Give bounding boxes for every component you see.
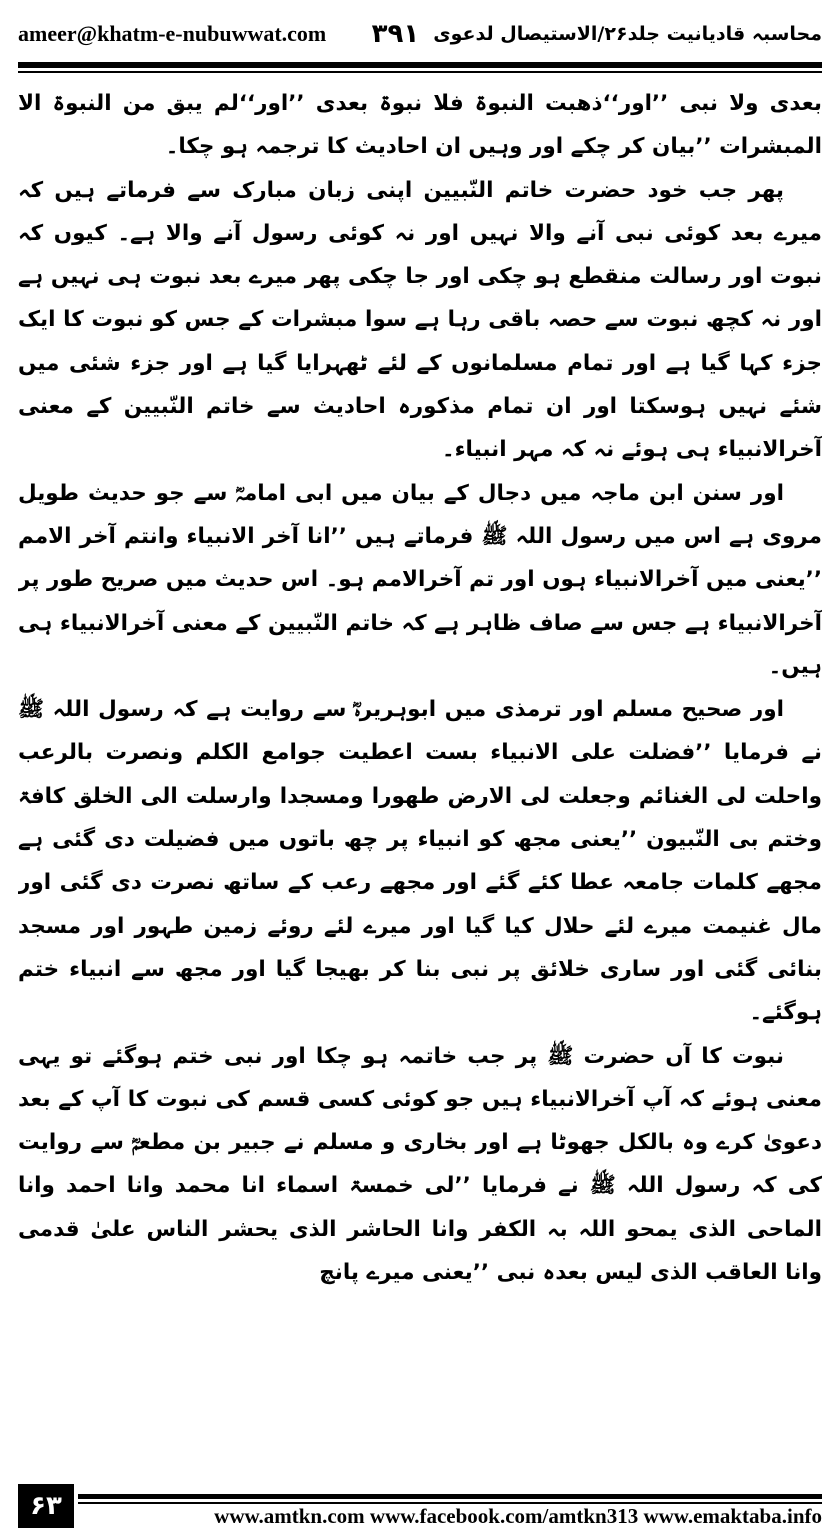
paragraph-2: پھر جب خود حضرت خاتم النّبیین اپنی زبان مبارک سے فرماتے ہیں کہ میرے بعد کوئی نبی آنے والا نہیں اور نہ کوئی رسول آنے والا ہے۔ کیوں کہ نبوت اور رسالت منقطع ہو چکی اور جا چکی پھر میرے بعد نبوت ہی نہیں ہے اور نہ کچھ نبوت سے حصہ باقی رہا ہے سوا مبشرات کے جس کو نبوت کا ایک جزء کہا گیا ہے اور تمام مسلمانوں کے لئے ٹھہرایا گیا ہے اور جزء شئی میں شئے نہیں ہوسکتا اور ان تمام مذکورہ احادیث سے خاتم النّبیین کے معنی آخرالانبیاء ہی ہوئے نہ کہ مہر انبیاء۔ [18, 177, 822, 463]
header-right [350, 19, 822, 49]
paragraph-1: بعدی ولا نبی ’’اور‘‘ذھبت النبوۃ فلا نبوۃ بعدی ’’اور‘‘لم یبق من النبوۃ الا المبشرات ’’بیان کر چکے اور وہیں ان احادیث کا ترجمہ ہو چکا۔ [18, 91, 822, 160]
paragraph-3: اور سنن ابن ماجہ میں دجال کے بیان میں ابی امامہؓ سے جو حدیث طویل مروی ہے اس میں رسول اللہ ﷺ فرماتے ہیں ’’انا آخر الانبیاء وانتم آخر الامم ’’یعنی میں آخرالانبیاء ہوں اور تم آخرالامم ہو۔ اس حدیث میں صریح طور پر آخرالانبیاء ہے جس سے صاف ظاہر ہے کہ خاتم النّبیین کے معنی آخرالانبیاء ہی ہیں۔ [18, 480, 822, 679]
page-header [18, 12, 822, 56]
header-email: ameer@khatm-e-nubuwwat.com [18, 21, 327, 46]
paragraph-5: نبوت کا آں حضرت ﷺ پر جب خاتمہ ہو چکا اور نبی ختم ہوگئے تو یہی معنی ہوئے کہ آپ آخرالانبیاء ہیں جو کوئی کسی قسم کی نبوت کا آپ کے بعد دعویٰ کرے وہ بالکل جھوٹا ہے اور بخاری و مسلم نے جبیر بن مطعمؓ سے روایت کی کہ رسول اللہ ﷺ نے فرمایا ’’لی خمسۃ اسماء انا محمد وانا احمد وانا الماحی الذی یمحو اللہ بہ الکفر وانا الحاشر الذی یحشر الناس علیٰ قدمی وانا العاقب الذی لیس بعدہ نبی ’’یعنی میرے پانچ [18, 1043, 822, 1286]
book-title: محاسبہ قادیانیت جلد۲۶/الاستیصال لدعوی [433, 23, 822, 45]
footer-links: www.amtkn.com www.facebook.com/amtkn313 www.emaktaba.info [214, 1504, 822, 1528]
header-page-number: ۳۹۱ [371, 19, 420, 49]
paragraph-4: اور صحیح مسلم اور ترمذی میں ابوہریرہؓ سے روایت ہے کہ رسول اللہ ﷺ نے فرمایا ’’فضلت علی الانبیاء بست اعطیت جوامع الکلم ونصرت بالرعب واحلت لی الغنائم وجعلت لی الارض طھورا ومسجدا وارسلت الی الخلق کافۃ وختم بی النّبیون ’’یعنی مجھ کو انبیاء پر چھ باتوں میں فضیلت دی گئی ہے مجھے کلمات جامعہ عطا کئے گئے اور مجھے رعب کے ساتھ نصرت دی گئی اور مال غنیمت میرے لئے حلال کیا گیا اور میرے لئے روئے زمین طہور اور مسجد بنائی گئی اور ساری خلائق پر نبی بنا کر بھیجا گیا اور مجھ سے انبیاء ختم ہوگئے۔ [18, 697, 822, 1026]
page-footer [18, 1484, 822, 1532]
footer-rule-thick [78, 1494, 822, 1499]
footer-page-number: ۶۳ [18, 1484, 74, 1528]
page-body [18, 82, 822, 1470]
header-rule-thin [18, 71, 822, 73]
header-rule-thick [18, 62, 822, 68]
